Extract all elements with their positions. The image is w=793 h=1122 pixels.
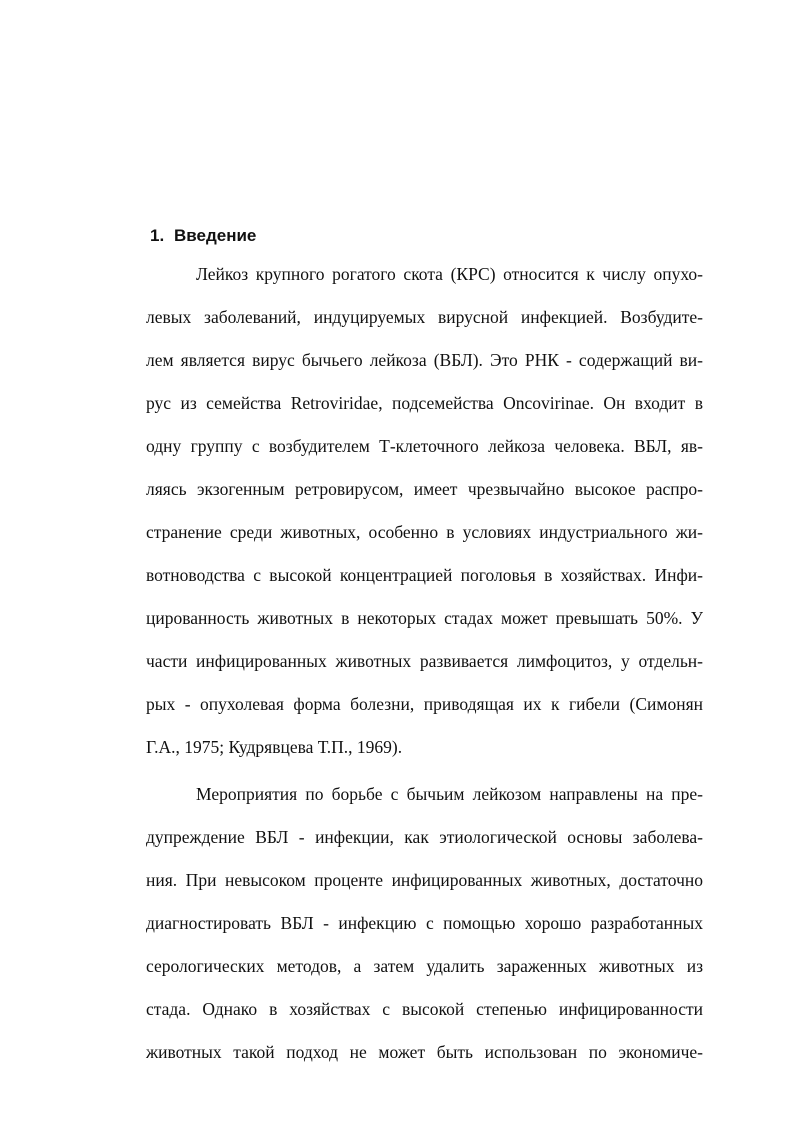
section-number: 1.: [150, 226, 165, 245]
text-line: рус из семейства Retroviridae, подсемейства Oncovirinae. Он входит в: [146, 393, 703, 413]
text-line: рых - опухолевая форма болезни, приводящая их к гибели (Симонян: [146, 694, 703, 714]
text-line: вотноводства с высокой концентрацией поголовья в хозяйствах. Инфи-: [146, 565, 703, 585]
text-line: одну группу с возбудителем Т-клеточного лейкоза человека. ВБЛ, яв-: [146, 436, 703, 456]
text-line: животных такой подход не может быть использован по экономиче-: [146, 1042, 703, 1062]
text-line: дупреждение ВБЛ - инфекции, как этиологической основы заболева-: [146, 827, 703, 847]
text-line: части инфицированных животных развивается лимфоцитоз, у отдельн-: [146, 651, 703, 671]
text-line: диагностировать ВБЛ - инфекцию с помощью хорошо разработанных: [146, 913, 703, 933]
text-line: лем является вирус бычьего лейкоза (ВБЛ). Это РНК - содержащий ви-: [146, 350, 703, 370]
section-title: Введение: [174, 226, 257, 245]
text-line: странение среди животных, особенно в условиях индустриального жи-: [146, 522, 703, 542]
text-line: Мероприятия по борьбе с бычьим лейкозом направлены на пре-: [196, 784, 703, 804]
text-line: стада. Однако в хозяйствах с высокой степенью инфицированности: [146, 999, 703, 1019]
text-line: ния. При невысоком проценте инфицированных животных, достаточно: [146, 870, 703, 890]
text-line: левых заболеваний, индуцируемых вирусной инфекцией. Возбудите-: [146, 307, 703, 327]
text-line: ляясь экзогенным ретровирусом, имеет чрезвычайно высокое распро-: [146, 479, 703, 499]
text-line: цированность животных в некоторых стадах может превышать 50%. У: [146, 608, 703, 628]
text-line: Г.А., 1975; Кудрявцева Т.П., 1969).: [146, 737, 403, 757]
section-heading: [150, 226, 256, 246]
text-line: серологических методов, а затем удалить зараженных животных из: [146, 956, 703, 976]
text-line: Лейкоз крупного рогатого скота (КРС) относится к числу опухо-: [196, 264, 703, 284]
